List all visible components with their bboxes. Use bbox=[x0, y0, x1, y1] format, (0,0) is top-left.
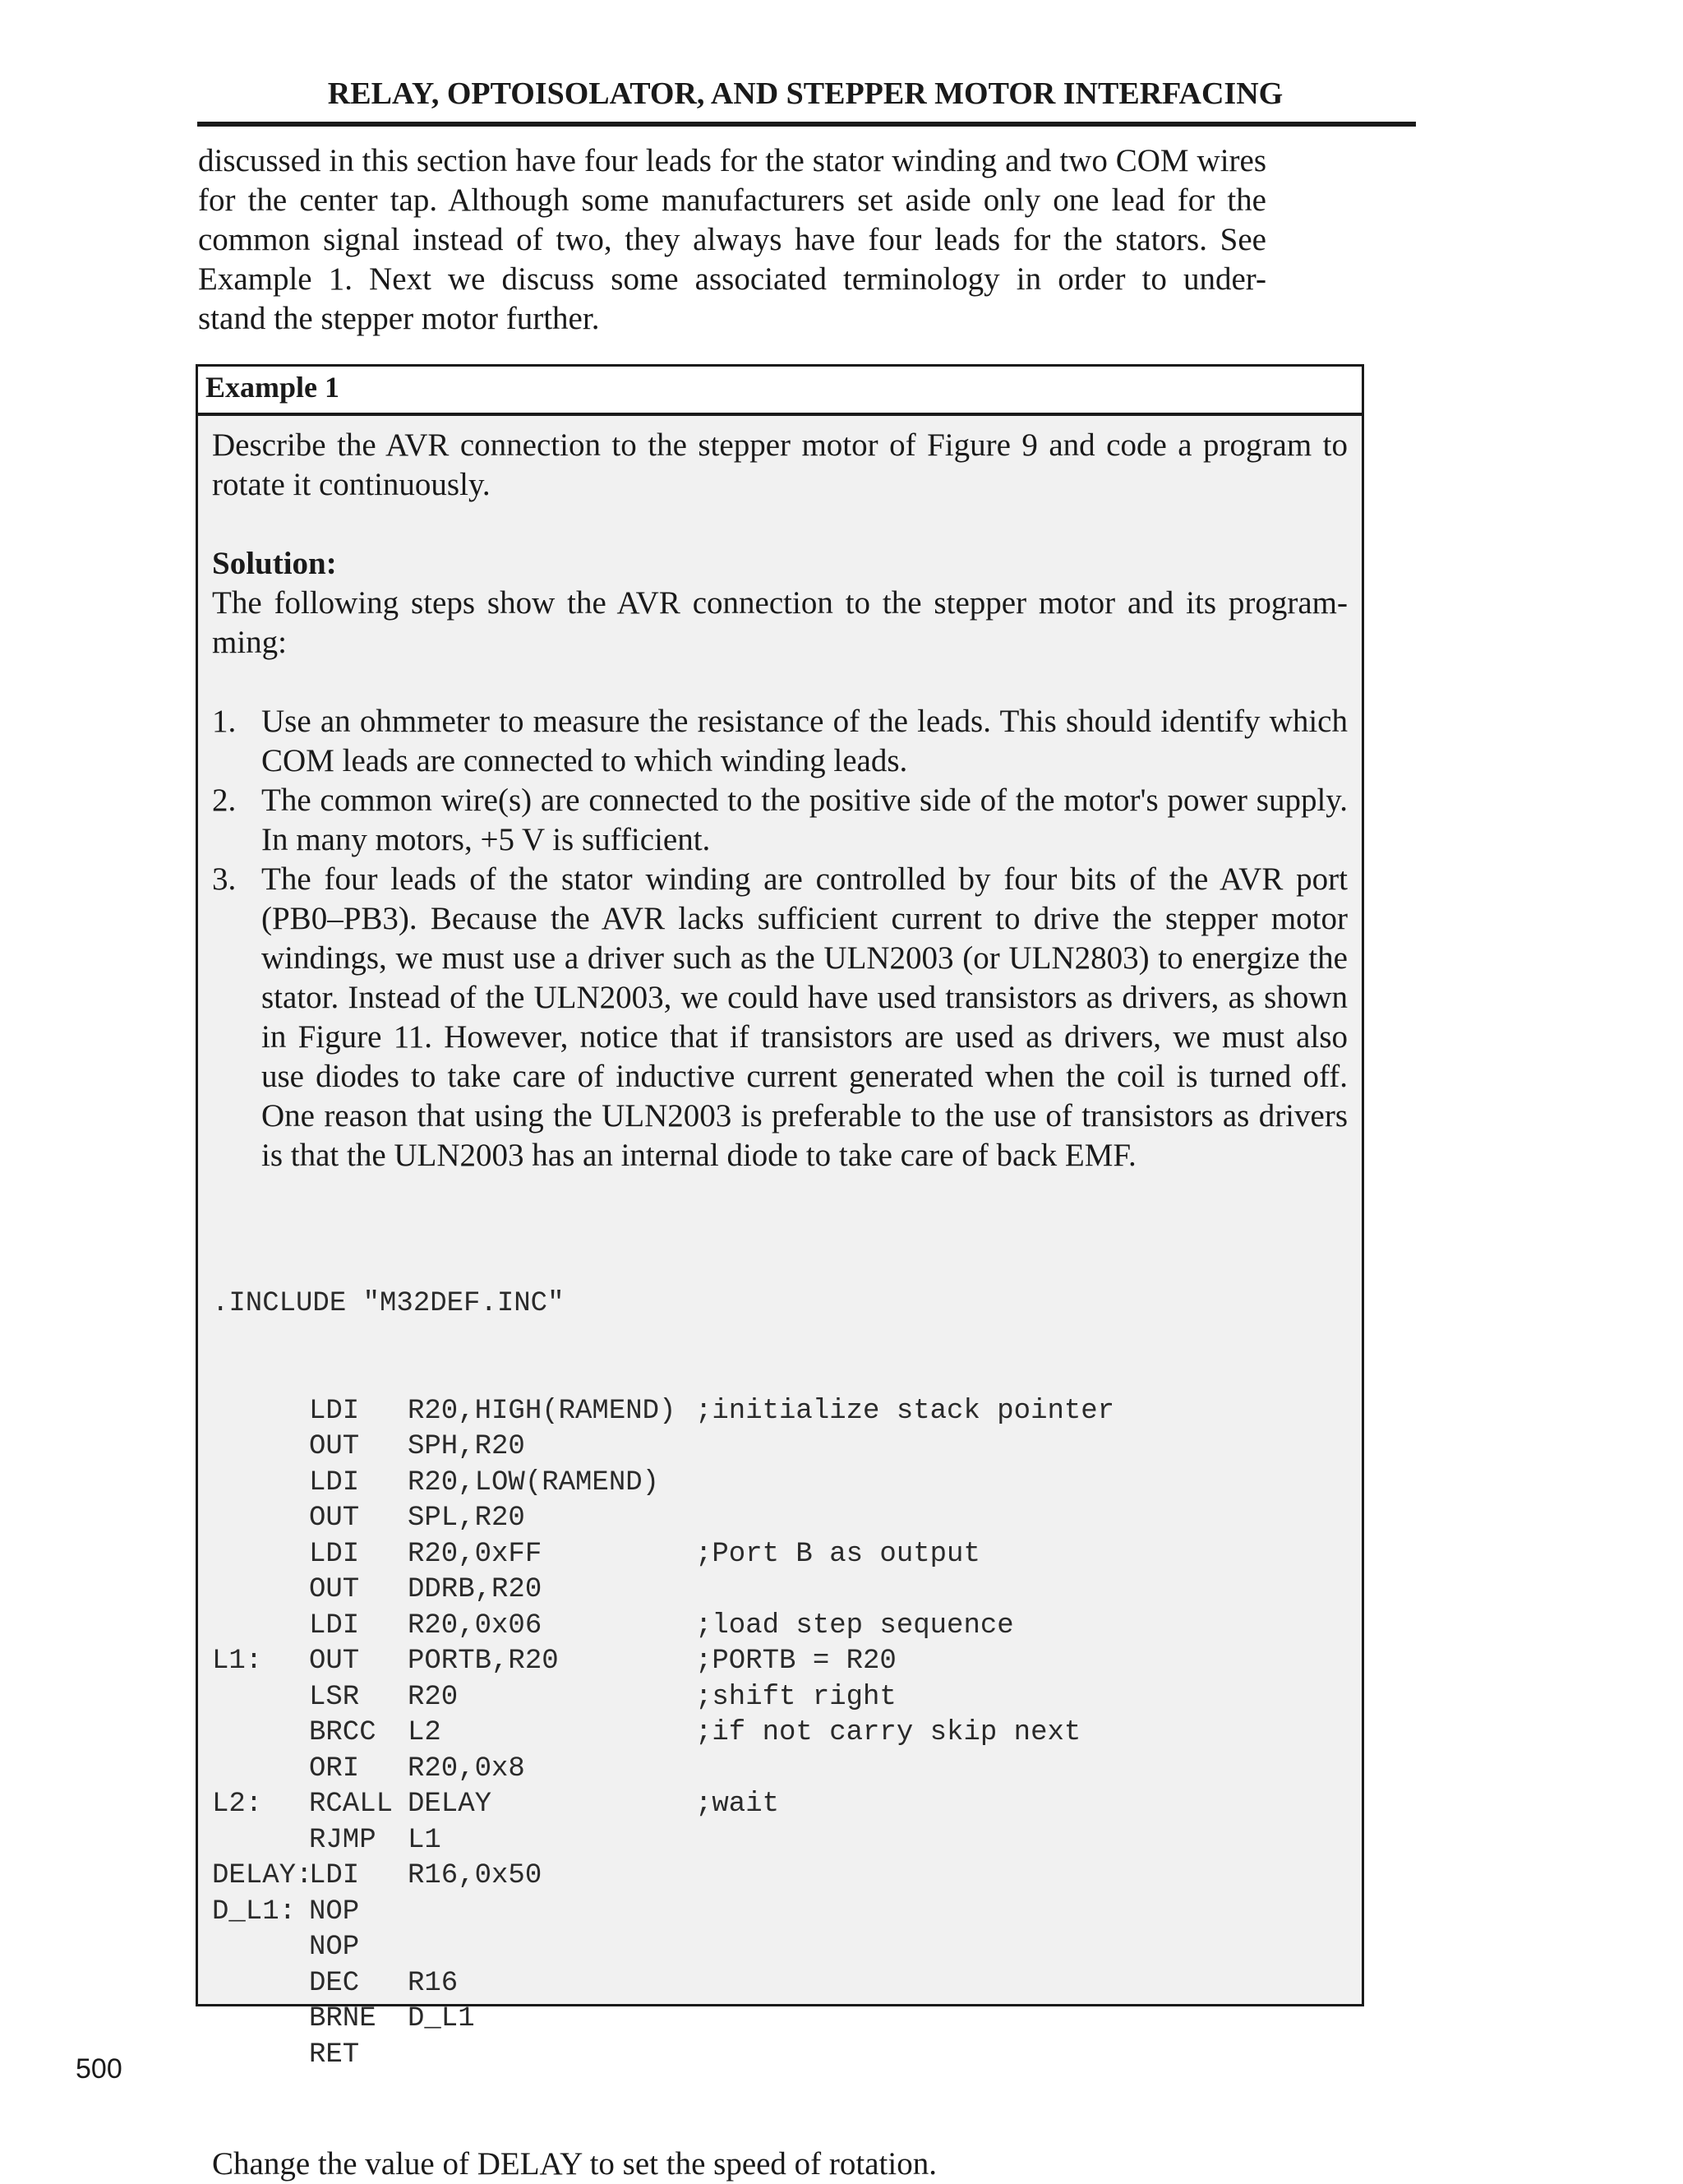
step-line: windings, we must use a driver such as the ULN2003 (or ULN2803) to energize the bbox=[261, 940, 1348, 976]
code-line bbox=[212, 1966, 1348, 2002]
code-opcode: LDI bbox=[309, 1538, 360, 1570]
code-operand: SPL,R20 bbox=[408, 1503, 525, 1534]
code-operand: D_L1 bbox=[408, 2003, 475, 2034]
step-line: use diodes to take care of inductive current generated when the coil is turned off. bbox=[261, 1059, 1348, 1094]
code-line bbox=[212, 1787, 1348, 1823]
code-opcode: LSR bbox=[309, 1681, 360, 1713]
intro-paragraph bbox=[198, 141, 1266, 339]
code-line bbox=[212, 1752, 1348, 1788]
step-line: In many motors, +5 V is sufficient. bbox=[261, 822, 711, 857]
code-comment: ;PORTB = R20 bbox=[695, 1646, 897, 1677]
code-line bbox=[212, 1644, 1348, 1680]
code-line bbox=[212, 1715, 1348, 1752]
example-body bbox=[198, 416, 1362, 2184]
code-operand: R20,0xFF bbox=[408, 1538, 542, 1570]
code-label: D_L1: bbox=[212, 1895, 297, 1928]
code-comment: ;if not carry skip next bbox=[695, 1717, 1081, 1748]
code-opcode: RCALL bbox=[309, 1789, 394, 1820]
step-item bbox=[212, 702, 1348, 781]
code-operand: R16 bbox=[408, 1967, 459, 1999]
code-operand: L1 bbox=[408, 1824, 441, 1856]
closing-note: Change the value of DELAY to set the speed of rotation. bbox=[212, 2146, 937, 2182]
question-line: rotate it continuously. bbox=[212, 467, 491, 502]
step-number: 2. bbox=[212, 783, 237, 818]
code-operand: L2 bbox=[408, 1717, 441, 1748]
code-include: .INCLUDE "M32DEF.INC" bbox=[212, 1288, 565, 1319]
code-opcode: OUT bbox=[309, 1646, 360, 1677]
code-opcode: LDI bbox=[309, 1860, 360, 1891]
code-comment: ;Port B as output bbox=[695, 1538, 980, 1570]
code-opcode: BRNE bbox=[309, 2003, 376, 2034]
code-opcode: ORI bbox=[309, 1752, 360, 1785]
code-line bbox=[212, 1537, 1348, 1573]
code-opcode: OUT bbox=[309, 1431, 360, 1462]
example-box bbox=[196, 364, 1364, 2182]
code-line bbox=[212, 1858, 1348, 1895]
code-listing bbox=[212, 1215, 1348, 2145]
steps-list bbox=[212, 702, 1348, 1175]
step-line: The common wire(s) are connected to the positive side of the motor's power supply. bbox=[261, 783, 1348, 818]
intro-line: for the center tap. Although some manufacturers set aside only one lead for the bbox=[198, 182, 1266, 218]
code-opcode: NOP bbox=[309, 1932, 360, 1963]
code-line bbox=[212, 1680, 1348, 1716]
code-line bbox=[212, 1823, 1348, 1859]
solution-intro-line: ming: bbox=[212, 625, 288, 660]
step-number: 1. bbox=[212, 704, 237, 739]
solution-intro-line: The following steps show the AVR connection to the stepper motor and its program- bbox=[212, 585, 1348, 621]
step-line: stator. Instead of the ULN2003, we could have used transistors as drivers, as shown bbox=[261, 980, 1348, 1015]
header-rule bbox=[197, 122, 1416, 127]
code-operand: R20,0x8 bbox=[408, 1752, 525, 1785]
code-opcode: DEC bbox=[309, 1967, 360, 1999]
code-line bbox=[212, 1466, 1348, 1502]
code-opcode: RET bbox=[309, 2039, 360, 2071]
step-line: in Figure 11. However, notice that if transistors are used as drivers, we must also bbox=[261, 1019, 1348, 1055]
solution-label: Solution: bbox=[212, 546, 337, 581]
code-opcode: LDI bbox=[309, 1609, 360, 1641]
step-line: COM leads are connected to which winding leads. bbox=[261, 743, 908, 778]
intro-line: Example 1. Next we discuss some associated terminology in order to under- bbox=[198, 261, 1266, 297]
step-line: Use an ohmmeter to measure the resistance of the leads. This should identify which bbox=[261, 704, 1348, 739]
code-label: L2: bbox=[212, 1789, 263, 1820]
step-line: is that the ULN2003 has an internal diode to take care of back EMF. bbox=[261, 1138, 1137, 1173]
code-label: L1: bbox=[212, 1646, 263, 1677]
code-line bbox=[212, 1429, 1348, 1466]
code-operand: R20,HIGH(RAMEND) bbox=[408, 1395, 676, 1427]
code-comment: ;shift right bbox=[695, 1681, 897, 1713]
intro-line: discussed in this section have four leads for the stator winding and two COM wires bbox=[198, 143, 1266, 178]
code-label: DELAY: bbox=[212, 1860, 313, 1891]
step-line: (PB0–PB3). Because the AVR lacks sufficient current to drive the stepper motor bbox=[261, 901, 1348, 936]
running-head: RELAY, OPTOISOLATOR, AND STEPPER MOTOR INTERFACING bbox=[327, 76, 1284, 111]
code-line bbox=[212, 1572, 1348, 1609]
code-opcode: LDI bbox=[309, 1466, 360, 1498]
question-line: Describe the AVR connection to the stepper motor of Figure 9 and code a program to bbox=[212, 427, 1348, 463]
code-comment: ;load step sequence bbox=[695, 1609, 1014, 1641]
code-operand: R20,0x06 bbox=[408, 1609, 542, 1641]
code-opcode: OUT bbox=[309, 1574, 360, 1605]
code-comment: ;wait bbox=[695, 1789, 780, 1820]
step-number: 3. bbox=[212, 861, 237, 897]
step-item bbox=[212, 860, 1348, 1175]
step-item bbox=[212, 781, 1348, 860]
code-operand: DELAY bbox=[408, 1789, 492, 1820]
code-comment: ;initialize stack pointer bbox=[695, 1395, 1115, 1427]
code-opcode: NOP bbox=[309, 1895, 360, 1928]
code-operand: SPH,R20 bbox=[408, 1431, 525, 1462]
code-line bbox=[212, 2038, 1348, 2074]
code-line bbox=[212, 1394, 1348, 1430]
example-title: Example 1 bbox=[198, 367, 1362, 416]
code-opcode: BRCC bbox=[309, 1717, 376, 1748]
page-number: 500 bbox=[76, 2053, 122, 2085]
code-line bbox=[212, 1895, 1348, 1931]
intro-line: common signal instead of two, they always have four leads for the stators. See bbox=[198, 222, 1266, 257]
code-opcode: OUT bbox=[309, 1503, 360, 1534]
code-operand: R16,0x50 bbox=[408, 1860, 542, 1891]
code-operand: PORTB,R20 bbox=[408, 1646, 559, 1677]
code-opcode: LDI bbox=[309, 1395, 360, 1427]
code-line bbox=[212, 1609, 1348, 1645]
step-line: The four leads of the stator winding are controlled by four bits of the AVR port bbox=[261, 861, 1348, 897]
intro-line: stand the stepper motor further. bbox=[198, 301, 600, 336]
code-operand: R20 bbox=[408, 1681, 459, 1713]
step-line: One reason that using the ULN2003 is preferable to the use of transistors as drivers bbox=[261, 1098, 1348, 1134]
code-opcode: RJMP bbox=[309, 1824, 376, 1856]
code-operand: DDRB,R20 bbox=[408, 1574, 542, 1605]
code-line bbox=[212, 1930, 1348, 1966]
code-operand: R20,LOW(RAMEND) bbox=[408, 1466, 660, 1498]
code-line bbox=[212, 1501, 1348, 1537]
code-line bbox=[212, 1286, 1348, 1323]
code-line bbox=[212, 2002, 1348, 2038]
